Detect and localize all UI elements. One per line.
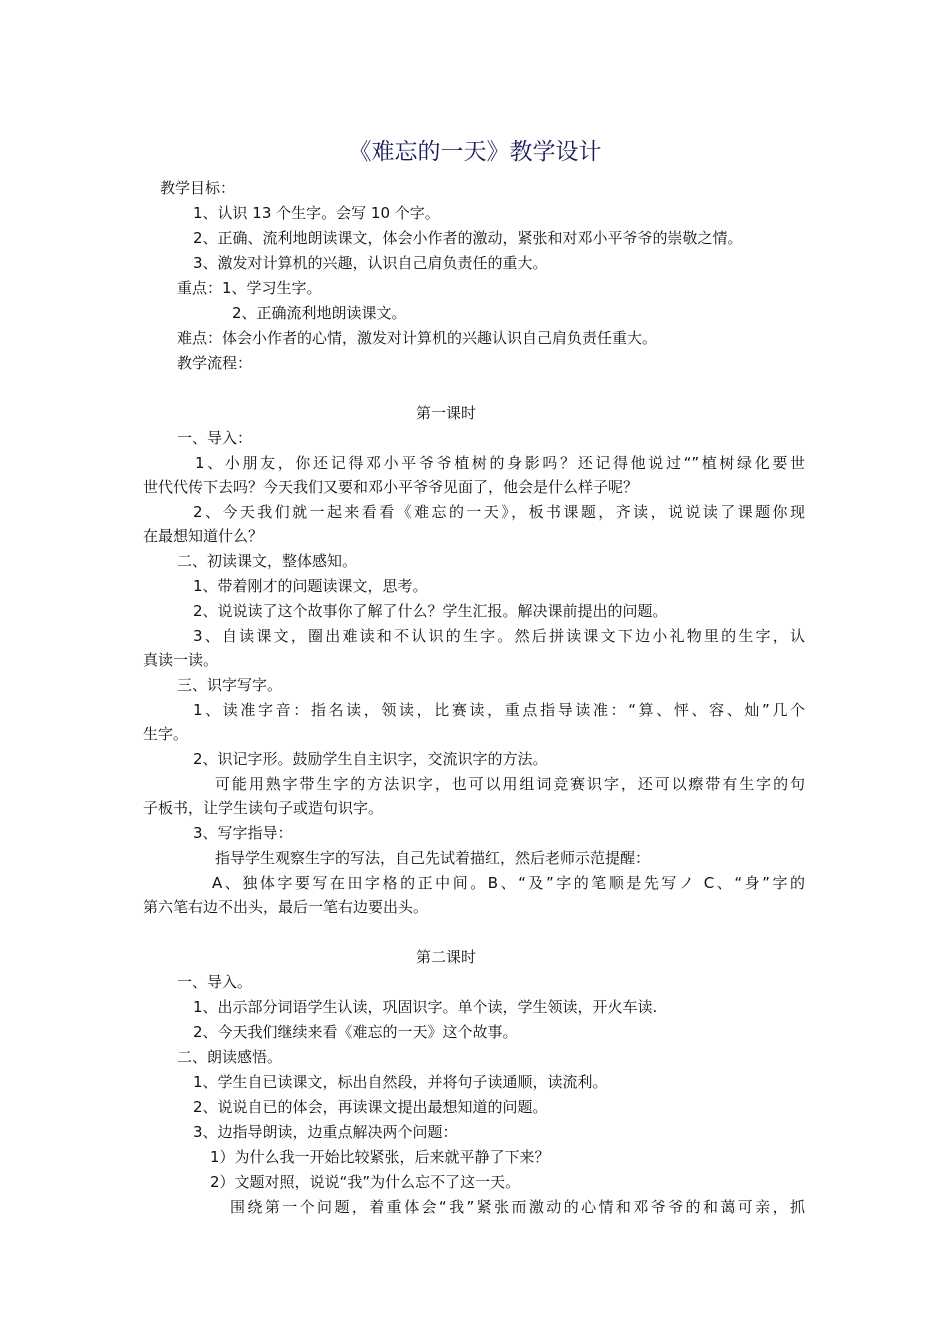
paragraph-line: 2、今天我们继续来看《难忘的一天》这个故事。 (193, 1023, 518, 1041)
paragraph-line: 3、自读课文，圈出难读和不认识的生字。然后拼读课文下边小礼物里的生字，认 (193, 627, 805, 645)
section-title: 三、识字写字。 (177, 676, 283, 694)
paragraph-line: 2）文题对照，说说“我”为什么忘不了这一天。 (210, 1173, 521, 1191)
goal-item: 3、激发对计算机的兴趣，认识自己肩负责任的重大。 (193, 254, 548, 272)
paragraph-line: A、独体字要写在田字格的正中间。B、“及”字的笔顺是先写ノ C、“身”字的 (212, 874, 805, 892)
paragraph-line: 2、说说自已的体会，再读课文提出最想知道的问题。 (193, 1098, 548, 1116)
paragraph-line: 2、说说读了这个故事你了解了什么？学生汇报。解决课前提出的问题。 (193, 602, 668, 620)
paragraph-line: 3、边指导朗读，边重点解决两个问题： (193, 1123, 458, 1141)
paragraph-line: 围绕第一个问题，着重体会“我”紧张而激动的心情和邓爷爷的和蔼可亲，抓 (230, 1198, 805, 1216)
key-points-line: 2、正确流利地朗读课文。 (232, 304, 407, 322)
paragraph-line: 可能用熟字带生字的方法识字，也可以用组词竞赛识字，还可以瘵带有生字的句 (215, 775, 805, 793)
paragraph-line: 指导学生观察生字的写法，自己先试着描红，然后老师示范提醒： (215, 849, 651, 867)
paragraph-line: 1、学生自已读课文，标出自然段，并将句子读通顺，读流利。 (193, 1073, 608, 1091)
section-title: 二、初读课文，整体感知。 (177, 552, 358, 570)
paragraph-line: 1、读准字音：指名读，领读，比赛读，重点指导读准：“算、怦、容、灿”几个 (193, 701, 805, 719)
section-title: 一、导入。 (177, 973, 253, 991)
paragraph-line: 在最想知道什么？ (143, 527, 264, 545)
document-title: 《难忘的一天》教学设计 (348, 139, 602, 165)
paragraph-line: 世代代传下去吗？今天我们又要和邓小平爷爷见面了，他会是什么样子呢？ (143, 478, 639, 496)
paragraph-line: 第六笔右边不出头，最后一笔右边要出头。 (143, 898, 429, 916)
goal-item: 2、正确、流利地朗读课文，体会小作者的激动，紧张和对邓小平爷爷的崇敬之情。 (193, 229, 743, 247)
section-title: 一、导入： (177, 429, 253, 447)
paragraph-line: 2、识记字形。鼓励学生自主识字，交流识字的方法。 (193, 750, 548, 768)
goals-heading: 教学目标： (160, 179, 236, 197)
paragraph-line: 1、带着刚才的问题读课文，思考。 (193, 577, 428, 595)
section-title: 二、朗读感悟。 (177, 1048, 283, 1066)
paragraph-line: 1、小朋友，你还记得邓小平爷爷植树的身影吗？还记得他说过“”植树绿化要世 (195, 454, 805, 472)
paragraph-line: 3、写字指导： (193, 824, 293, 842)
paragraph-line: 真读一读。 (143, 651, 219, 669)
difficulty-line: 难点：体会小作者的心情，激发对计算机的兴趣认识自己肩负责任重大。 (177, 329, 658, 347)
key-points-line: 重点：1、学习生字。 (177, 279, 322, 297)
flow-heading: 教学流程： (177, 354, 253, 372)
lesson-heading: 第二课时 (415, 948, 476, 966)
paragraph-line: 1、出示部分词语学生认读，巩固识字。单个读，学生领读，开火车读. (193, 998, 658, 1016)
lesson-heading: 第一课时 (415, 404, 476, 422)
paragraph-line: 生字。 (143, 725, 189, 743)
paragraph-line: 子板书，让学生读句子或造句识字。 (143, 799, 384, 817)
paragraph-line: 2、今天我们就一起来看看《难忘的一天》，板书课题，齐读，说说读了课题你现 (193, 503, 805, 521)
paragraph-line: 1）为什么我一开始比较紧张，后来就平静了下来？ (210, 1148, 550, 1166)
goal-item: 1、认识 13 个生字。会写 10 个字。 (193, 204, 440, 222)
